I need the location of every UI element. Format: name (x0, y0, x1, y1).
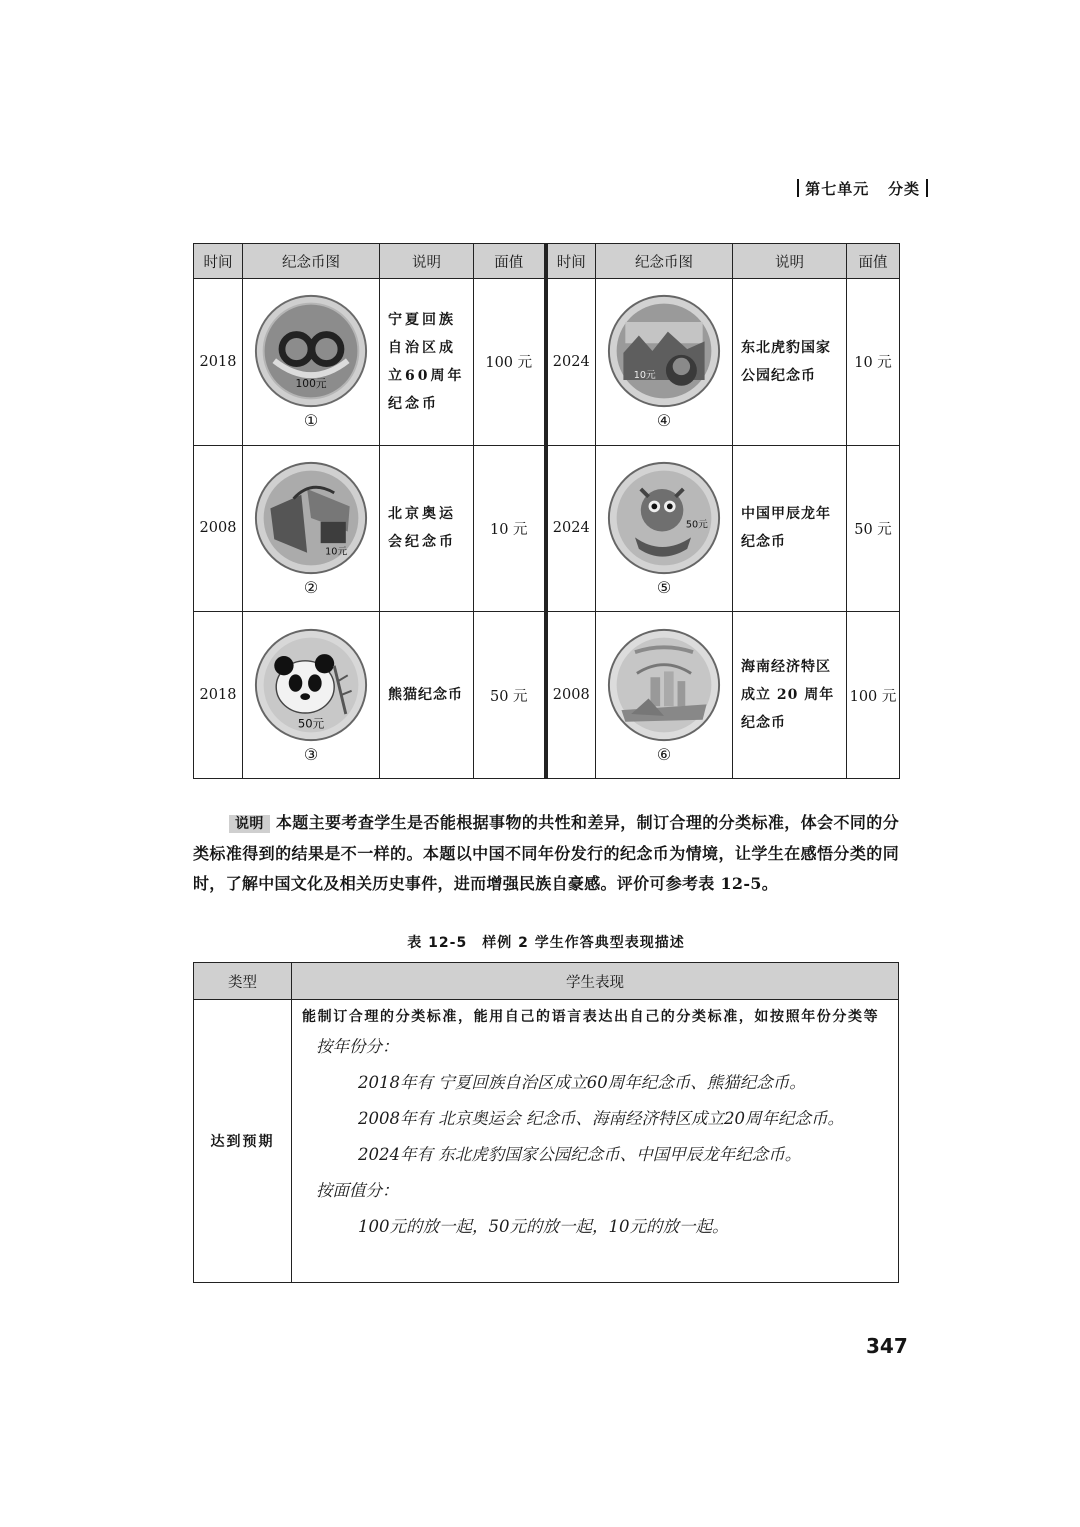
performance-table-header (194, 963, 899, 1000)
coin-face-text: 50元 (685, 519, 708, 531)
col-header-value: 面值 (847, 244, 900, 279)
face-value: 10 元 (474, 445, 546, 612)
coin-image-cell (596, 445, 733, 612)
handwritten-line: 100元的放一起，50元的放一起，10元的放一起。 (358, 1217, 729, 1236)
col-header-coin-image: 纪念币图 (596, 244, 733, 279)
year-cell: 2018 (194, 279, 243, 446)
running-header (791, 178, 934, 199)
coin-number: ② (303, 577, 319, 597)
performance-cell (292, 1000, 899, 1283)
coin-table (193, 243, 899, 779)
coin-hainan-image (606, 627, 722, 743)
col-header-value: 面值 (474, 244, 546, 279)
header-title: 分类 (887, 180, 920, 198)
table-row (194, 279, 900, 446)
coin-face-text: 100元 (295, 377, 327, 391)
coin-number: ⑤ (656, 577, 672, 597)
year-cell: 2008 (546, 612, 596, 779)
coin-description: 熊猫纪念币 (380, 612, 474, 779)
coin-image-cell (596, 279, 733, 446)
face-value: 50 元 (474, 612, 546, 779)
coin-description: 宁夏回族自治区成立60周年纪念币 (380, 279, 474, 446)
coin-face-text: 50元 (297, 716, 325, 731)
coin-tiger-leopard-image (606, 293, 722, 409)
handwritten-line: 2008年有 北京奥运会 纪念币、海南经济特区成立20周年纪念币。 (358, 1109, 844, 1128)
coin-description: 海南经济特区成立 20 周年纪念币 (733, 612, 847, 779)
col-header-time: 时间 (546, 244, 596, 279)
coin-description: 北京奥运会纪念币 (380, 445, 474, 612)
year-cell: 2024 (546, 445, 596, 612)
coin-dragon-year-image (606, 460, 722, 576)
col-header-type: 类型 (194, 963, 292, 1000)
coin-face-text: 10元 (325, 546, 348, 558)
coin-number: ⑥ (656, 744, 672, 764)
coin-panda-image (253, 627, 369, 743)
col-header-coin-image: 纪念币图 (243, 244, 380, 279)
face-value: 50 元 (847, 445, 900, 612)
coin-face-text: 10元 (633, 370, 656, 382)
year-cell: 2024 (546, 279, 596, 446)
table-row (194, 612, 900, 779)
year-cell: 2018 (194, 612, 243, 779)
coin-number: ④ (656, 411, 672, 431)
explanation-tag: 说明 (229, 815, 270, 833)
coin-beijing-olympics-image (253, 460, 369, 576)
coin-ningxia-image (253, 293, 369, 409)
handwritten-heading-by-value: 按面值分： (316, 1181, 399, 1200)
coin-image-cell (243, 612, 380, 779)
year-cell: 2008 (194, 445, 243, 612)
handwritten-line: 2024年有 东北虎豹国家公园纪念币、中国甲辰龙年纪念币。 (358, 1145, 802, 1164)
coin-number: ③ (303, 744, 319, 764)
face-value: 10 元 (847, 279, 900, 446)
header-bar-left (797, 179, 799, 197)
coin-image-cell (243, 279, 380, 446)
col-header-time: 时间 (194, 244, 243, 279)
coin-image-cell (596, 612, 733, 779)
performance-description: 能制订合理的分类标准，能用自己的语言表达出自己的分类标准，如按照年份分类等 (302, 1009, 880, 1025)
table-caption: 表 12-5 样例 2 学生作答典型表现描述 (407, 935, 685, 951)
col-header-description: 说明 (380, 244, 474, 279)
handwritten-heading-by-year: 按年份分： (316, 1037, 399, 1056)
coin-image-cell (243, 445, 380, 612)
coin-table-header (194, 244, 900, 279)
type-cell: 达到预期 (194, 1000, 292, 1283)
face-value: 100 元 (847, 612, 900, 779)
handwritten-line: 2018年有 宁夏回族自治区成立60周年纪念币、熊猫纪念币。 (358, 1073, 806, 1092)
page-number: 347 (866, 1334, 908, 1358)
explanation-text: 本题主要考查学生是否能根据事物的共性和差异，制订合理的分类标准，体会不同的分类标准得到的结果是不一样的。本题以中国不同年份发行的纪念币为情境，让学生在感悟分类的同时，了解中国文化及相关历史事件，进而增强民族自豪感。评价可参考表 12-5。 (193, 813, 899, 893)
header-bar-right (926, 179, 928, 197)
explanation-paragraph (193, 808, 899, 899)
table-row (194, 445, 900, 612)
col-header-description: 说明 (733, 244, 847, 279)
header-unit: 第七单元 (805, 180, 870, 198)
coin-description: 中国甲辰龙年纪念币 (733, 445, 847, 612)
coin-number: ① (303, 411, 319, 431)
performance-table (193, 962, 899, 1283)
face-value: 100 元 (474, 279, 546, 446)
coin-description: 东北虎豹国家公园纪念币 (733, 279, 847, 446)
col-header-performance: 学生表现 (292, 963, 899, 1000)
table-row (194, 1000, 899, 1283)
